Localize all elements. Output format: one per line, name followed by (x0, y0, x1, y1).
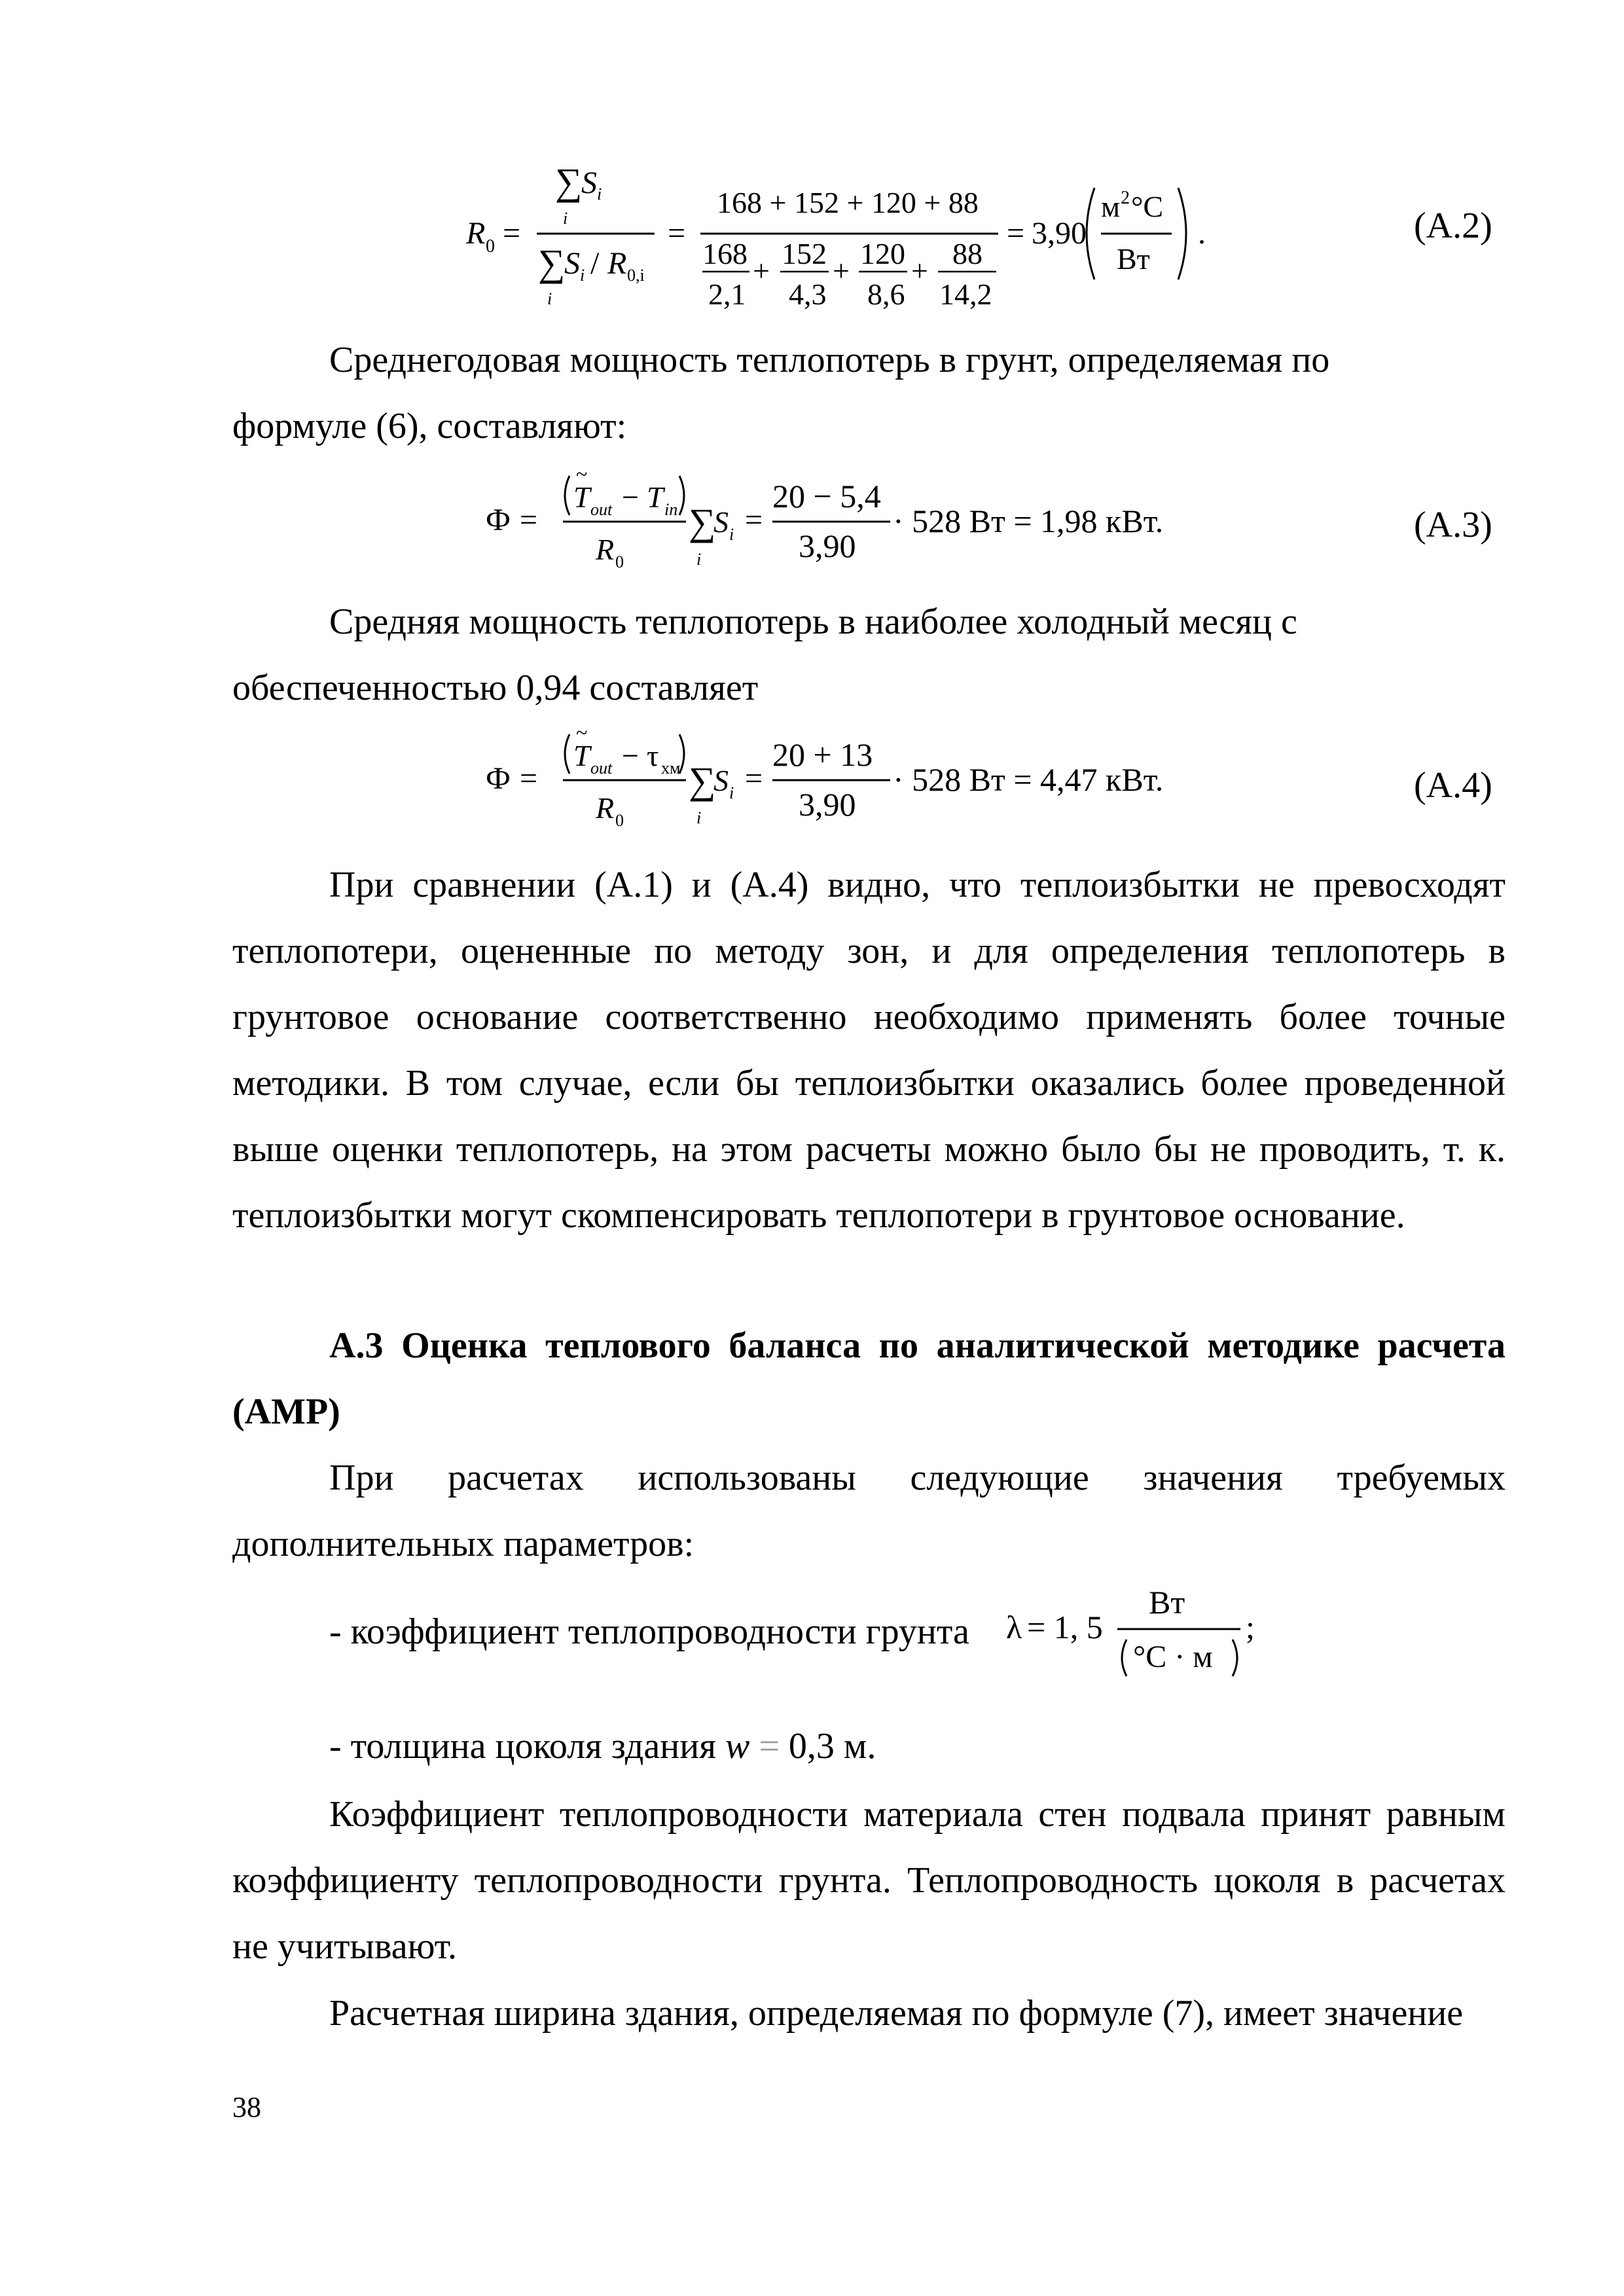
eq-a3-r: R (596, 533, 615, 566)
eq-a2-eq1: = (503, 216, 521, 251)
eq-a2-unit-sup: 2 (1121, 188, 1130, 208)
paragraph-4: При расчетах использованы следующие значения требуемых дополнительных параметров: (232, 1458, 1506, 1564)
eq-a2-value: 3,90 (1032, 216, 1087, 251)
eq-a3-sum-i: i (696, 550, 702, 569)
eq-a2-numerator: 168 + 152 + 120 + 88 (717, 186, 979, 219)
item2-value: 0,3 м. (788, 1726, 876, 1767)
eq-a3-sum: ∑ (689, 501, 716, 543)
eq-a2-i-top: i (597, 185, 602, 204)
eq-a4-r-sub: 0 (615, 811, 624, 830)
eq-a2-i-bot-under: i (547, 289, 552, 308)
eq-a4-den: 3,90 (799, 786, 856, 823)
item2-variable: w (725, 1726, 750, 1767)
eq-a3-left-paren (565, 476, 569, 515)
eq-a4-left-paren (565, 734, 569, 774)
eq-a3-right-paren (679, 476, 684, 515)
eq-a2-eq2: = (668, 216, 686, 251)
eq-a2-eq3: = (1007, 216, 1025, 251)
eq-a4-s-sub: i (729, 783, 734, 802)
eq-lambda-left-paren (1122, 1640, 1127, 1676)
eq-a2-lhs-sub: 0 (486, 236, 495, 257)
eq-a4-tout-sub: out (590, 759, 613, 778)
eq-a4-r: R (596, 791, 615, 825)
equation-number-a3: (А.3) (1414, 505, 1492, 545)
item2-eq: = (759, 1726, 780, 1767)
eq-a3-tout: T (573, 480, 590, 514)
section-heading-a3: А.3 Оценка теплового баланса по аналитической методике расчета (АМР) (232, 1325, 1506, 1432)
eq-a3-num: 20 − 5,4 (772, 478, 881, 514)
eq-a4-tau: τ (647, 739, 659, 772)
eq-a2-f3-num: 120 (860, 237, 905, 270)
eq-lambda-semicolon: ; (1246, 1609, 1255, 1645)
eq-a4-eq1: = (520, 761, 538, 796)
eq-a3-eq1: = (520, 503, 538, 537)
eq-a2-left-paren (1087, 188, 1094, 279)
item2-text: - толщина цоколя здания (329, 1726, 716, 1767)
eq-a3-rest: · 528 Вт = 1,98 кВт. (893, 503, 1164, 539)
eq-a2-i-top-under: i (563, 209, 568, 228)
page-number: 38 (232, 2091, 261, 2123)
paragraph-2-line-2: обеспеченностью 0,94 составляет (232, 668, 759, 708)
eq-a4-tau-sub: хм (661, 759, 681, 778)
equation-a3 (478, 461, 1263, 579)
eq-a3-tin: T (647, 480, 664, 514)
eq-a2-right-paren (1178, 188, 1186, 279)
eq-a2-i-bot: i (580, 266, 585, 285)
paragraph-6: Расчетная ширина здания, определяемая по формуле (7), имеет значение (329, 1993, 1464, 2034)
eq-a2-sum-top: ∑ (555, 160, 583, 203)
eq-a2-r-bot: R (607, 246, 627, 281)
equation-a2 (458, 147, 1244, 317)
paragraph-1-line-2: формуле (6), составляют: (232, 406, 627, 446)
eq-a4-num: 20 + 13 (772, 736, 873, 773)
eq-a4-tout: T (573, 739, 590, 772)
list-item-plinth-thickness (329, 1727, 876, 1766)
eq-a3-eq2: = (745, 503, 763, 537)
eq-a2-unit-rest: °С (1131, 190, 1164, 223)
equation-lambda (1005, 1574, 1280, 1705)
eq-a3-r-sub: 0 (615, 552, 624, 571)
eq-a2-r-bot-sub: 0,i (627, 266, 645, 285)
paragraph-5: Коэффициент теплопроводности материала стен подвала принят равным коэффициенту теплопроводности грунта. Теплопроводность цоколя в расчетах не учитывают. (232, 1794, 1506, 1967)
eq-a2-f4-num: 88 (952, 237, 983, 270)
eq-a3-den: 3,90 (799, 528, 856, 564)
eq-a2-f1-den: 2,1 (708, 278, 746, 311)
eq-a2-unit-num: м (1101, 190, 1121, 223)
eq-a2-s-top: S (581, 166, 597, 200)
eq-a2-dot: . (1198, 216, 1206, 251)
eq-lambda-unit-den: °С · м (1133, 1640, 1213, 1674)
eq-a3-tin-sub: in (664, 500, 678, 519)
eq-a4-tilde: ~ (576, 721, 588, 744)
eq-a2-sum-bot: ∑ (538, 242, 566, 284)
eq-a2-plus3: + (911, 254, 928, 287)
eq-a2-s-bot: S (564, 246, 580, 281)
eq-a3-tilde: ~ (576, 462, 588, 486)
eq-a2-lhs: R (466, 216, 486, 251)
eq-a2-slash: / (590, 246, 600, 281)
equation-a4 (478, 720, 1263, 838)
eq-a4-minus: − (622, 739, 639, 772)
eq-lambda-symbol: λ (1006, 1609, 1022, 1645)
eq-a4-rest: · 528 Вт = 4,47 кВт. (893, 761, 1164, 798)
paragraph-1-line-1: Среднегодовая мощность теплопотерь в грунт, определяемая по (329, 340, 1330, 380)
eq-a2-unit-den: Вт (1117, 242, 1150, 276)
eq-a2-f2-num: 152 (782, 237, 827, 270)
eq-a3-lhs: Ф (486, 503, 511, 537)
eq-a4-sum-i: i (696, 808, 702, 827)
eq-a3-s-sub: i (729, 525, 734, 544)
eq-lambda-right-paren (1233, 1640, 1237, 1676)
eq-lambda-value: = 1, 5 (1027, 1609, 1103, 1645)
eq-a2-f4-den: 14,2 (939, 278, 992, 311)
eq-a4-sum: ∑ (689, 759, 716, 802)
equation-number-a4: (А.4) (1414, 765, 1492, 806)
eq-a2-f2-den: 4,3 (789, 278, 827, 311)
eq-a3-tout-sub: out (590, 500, 613, 519)
eq-a4-s: S (713, 764, 729, 797)
eq-a2-f1-num: 168 (702, 237, 748, 270)
paragraph-3: При сравнении (А.1) и (А.4) видно, что теплоизбытки не превосходят теплопотери, оцененные по методу зон, и для определения теплопотерь в грунтовое основание соответственно необходимо применять более точные методики. В том случае, если бы теплоизбытки оказались более проведенной выше оценки теплопотерь, на этом расчеты можно было бы не проводить, т. к. теплоизбытки могут скомпенсировать теплопотери в грунтовое основание. (232, 865, 1506, 1236)
list-item-soil-conductivity: - коэффициент теплопроводности грунта (329, 1611, 969, 1652)
eq-a2-f3-den: 8,6 (867, 278, 905, 311)
paragraph-2-line-1: Средняя мощность теплопотерь в наиболее холодный месяц с (329, 601, 1297, 642)
eq-a2-plus2: + (833, 254, 850, 287)
equation-number-a2: (А.2) (1414, 206, 1492, 246)
eq-a4-lhs: Ф (486, 761, 511, 796)
eq-a3-s: S (713, 505, 729, 539)
eq-lambda-unit-num: Вт (1149, 1584, 1185, 1621)
eq-a2-plus1: + (753, 254, 770, 287)
eq-a3-minus: − (622, 480, 639, 514)
eq-a4-eq2: = (745, 761, 763, 796)
